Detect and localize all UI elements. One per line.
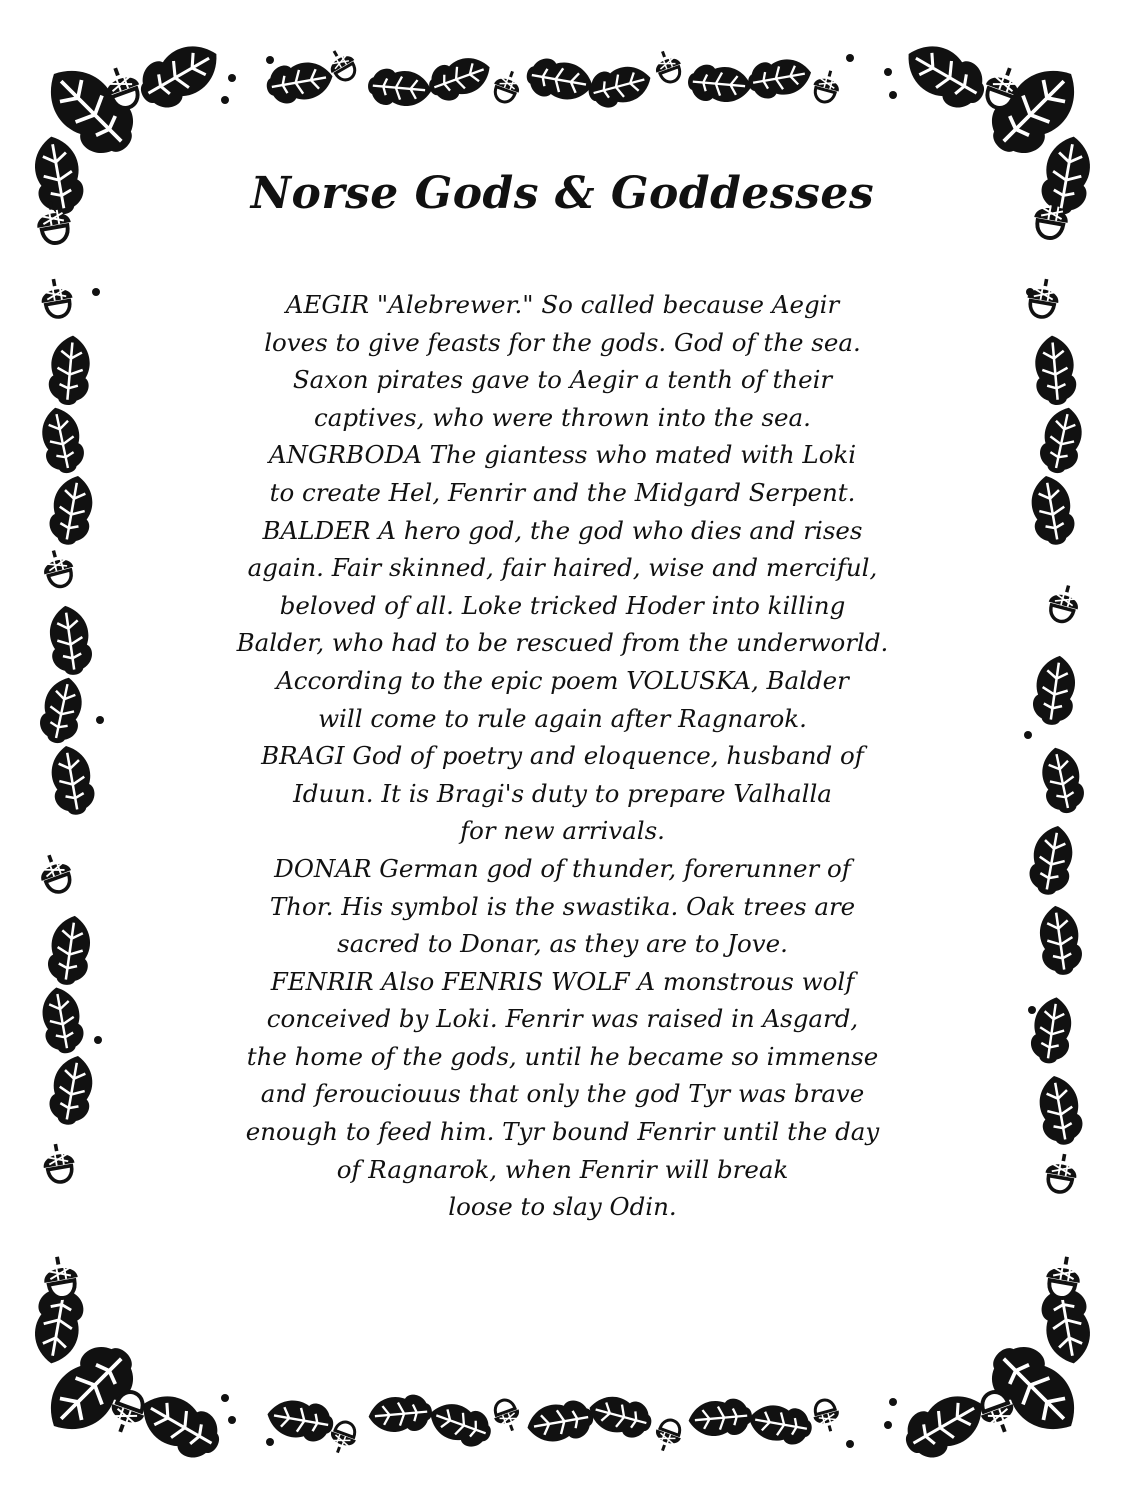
text-line: the home of the gods, until he became so immense [246, 1041, 879, 1071]
text-line: DONAR German god of thunder, forerunner of [274, 853, 851, 883]
text-line: loves to give feasts for the gods. God of the sea. [264, 327, 861, 357]
corner-bottom-right [884, 1254, 1096, 1468]
text-line: beloved of all. Loke tricked Hoder into killing [279, 590, 846, 620]
text-line: for new arrivals. [460, 816, 665, 846]
text-line: conceived by Loki. Fenrir was raised in Asgard, [266, 1004, 859, 1034]
text-line: Balder, who had to be rescued from the underworld. [236, 628, 889, 658]
text-line: will come to rule again after Ragnarok. [318, 703, 807, 733]
text-line: again. Fair skinned, fair haired, wise and merciful, [247, 553, 878, 583]
right-border [1024, 276, 1088, 1194]
text-line: to create Hel, Fenrir and the Midgard Serpent. [269, 477, 856, 507]
corner-bottom-left [29, 1254, 236, 1468]
text-line: FENRIR Also FENRIS WOLF A monstrous wolf [270, 966, 855, 996]
text-line: captives, who were thrown into the sea. [314, 402, 811, 432]
text-line: AEGIR "Alebrewer." So called because Aegir [285, 290, 840, 319]
text-line: BALDER A hero god, the god who dies and rises [262, 515, 863, 545]
text-line: ANGRBODA The giantess who mated with Loki [268, 440, 857, 470]
text-line: loose to slay Odin. [448, 1192, 677, 1222]
text-line: of Ragnarok, when Fenrir will break [336, 1154, 789, 1184]
left-border [34, 276, 104, 1184]
text-line: Saxon pirates gave to Aegir a tenth of their [292, 365, 833, 395]
text-line: According to the epic poem VOLUSKA, Balder [276, 665, 849, 695]
text-line: BRAGI God of poetry and eloquence, husband of [261, 741, 864, 771]
text-line: Iduun. It is Bragi's duty to prepare Valhalla [293, 778, 832, 808]
entries-text [180, 286, 945, 1226]
bottom-border [264, 1390, 854, 1457]
text-line: sacred to Donar, as they are to Jove. [337, 929, 788, 959]
top-border [264, 44, 854, 111]
text-line: enough to feed him. Tyr bound Fenrir until the day [245, 1117, 880, 1147]
page-title: Norse Gods & Goddesses [250, 168, 875, 219]
text-line: Thor. His symbol is the swastika. Oak trees are [269, 891, 856, 921]
text-line: and ferouciouus that only the god Tyr was brave [260, 1079, 865, 1109]
